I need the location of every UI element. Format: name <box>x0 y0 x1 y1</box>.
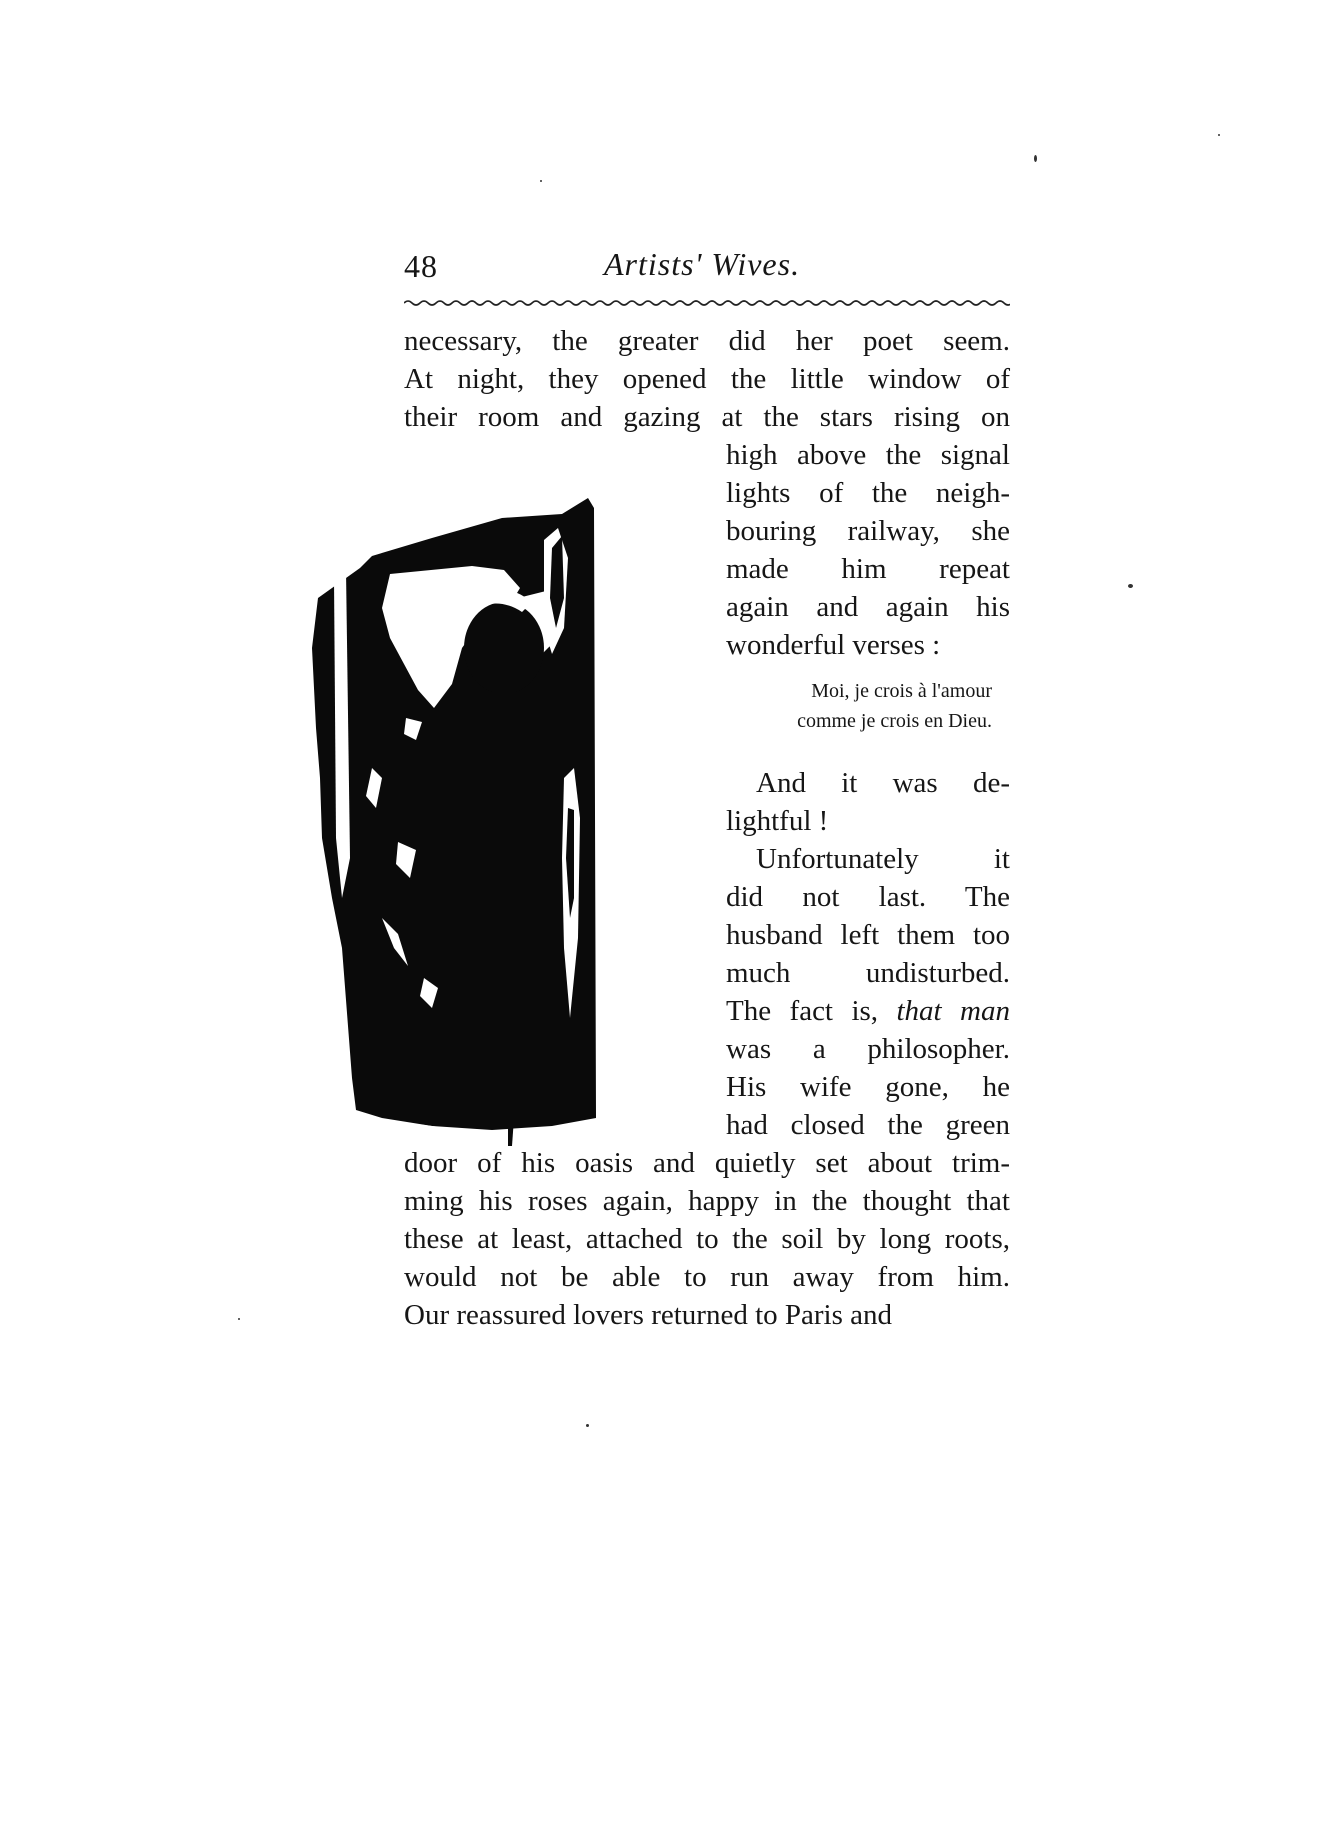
text-line: made him repeat <box>726 553 1010 585</box>
body-text <box>404 322 1010 1334</box>
text-line: these at least, attached to the soil by long roots, <box>404 1223 1010 1255</box>
text-line: And it was de- <box>756 767 1010 799</box>
text-line: His wife gone, he <box>726 1071 1010 1103</box>
text-line: would not be able to run away from him. <box>404 1261 1010 1293</box>
text-line: necessary, the greater did her poet seem. <box>404 325 1010 357</box>
scan-speck <box>1128 584 1133 588</box>
text-line: Unfortunately it <box>756 843 1010 875</box>
text-line: Our reassured lovers returned to Paris and <box>404 1299 893 1331</box>
text-line: lightful ! <box>726 805 829 837</box>
scan-speck <box>238 1318 240 1320</box>
text-line: much undisturbed. <box>726 957 1010 989</box>
scan-speck <box>1034 155 1037 162</box>
text-line: again and again his <box>726 591 1010 623</box>
italic-emphasis: that man <box>896 995 1010 1027</box>
text-line: their room and gazing at the stars rising on <box>404 401 1010 433</box>
running-title: Artists' Wives. <box>604 246 801 282</box>
scan-speck <box>586 1424 589 1427</box>
text-line: husband left them too <box>726 919 1010 951</box>
text-line: wonderful verses : <box>726 629 941 661</box>
text-line: lights of the neigh- <box>726 477 1010 509</box>
text-line: did not last. The <box>726 881 1010 913</box>
text-line: high above the signal <box>726 439 1010 471</box>
page-number: 48 <box>404 248 438 284</box>
wavy-header-rule <box>404 298 1010 308</box>
text-line: bouring railway, she <box>726 515 1010 547</box>
verse-line: Moi, je crois à l'amour <box>811 680 992 702</box>
text-line: At night, they opened the little window of <box>404 363 1010 395</box>
text-span: The fact is, <box>726 995 897 1027</box>
text-line <box>726 992 1010 1030</box>
verse-quote <box>726 664 1010 764</box>
verse-line: comme je crois en Dieu. <box>797 710 992 732</box>
text-line: was a philosopher. <box>726 1033 1010 1065</box>
text-line: ming his roses again, happy in the thought that <box>404 1185 1010 1217</box>
text-line: door of his oasis and quietly set about trim- <box>404 1147 1010 1179</box>
scan-speck <box>540 180 542 182</box>
text-line: had closed the green <box>726 1109 1010 1141</box>
scan-speck <box>1218 134 1220 136</box>
